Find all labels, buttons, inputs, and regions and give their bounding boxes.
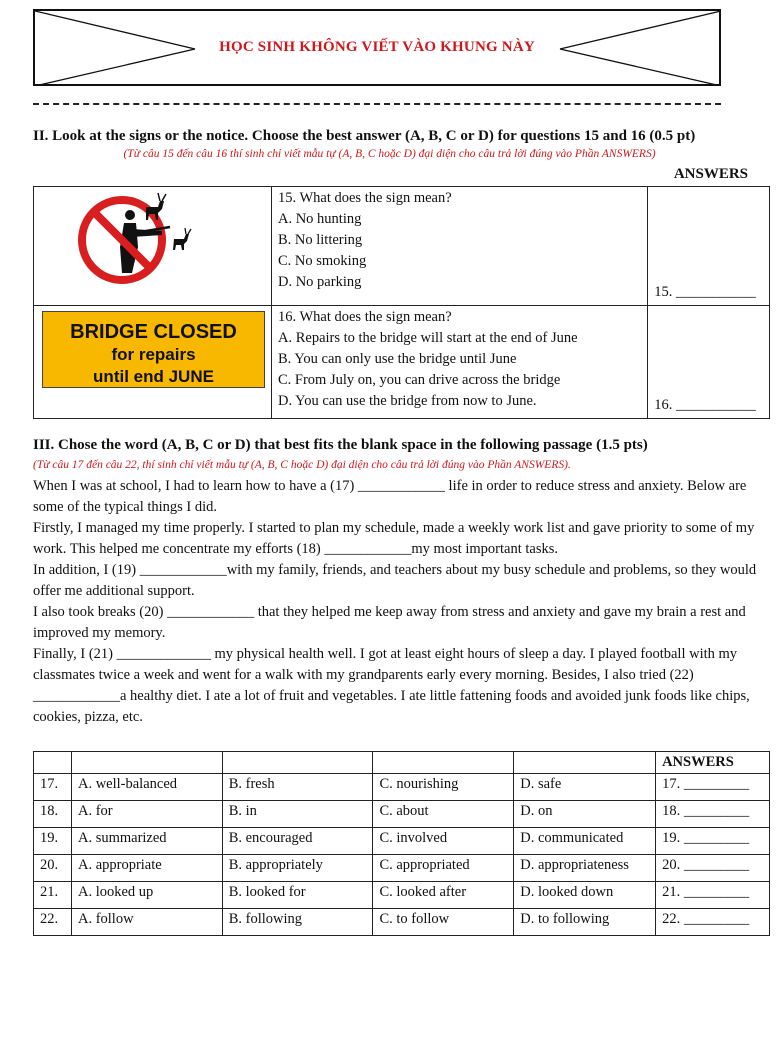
question-number: 19. [34, 828, 72, 855]
q16-option-a: A. Repairs to the bridge will start at the end of June [277, 330, 578, 346]
option-c: C. appropriated [373, 855, 514, 882]
q15-option-a: A. No hunting [277, 211, 362, 227]
question-number: 17. [34, 774, 72, 801]
no-write-notice: HỌC SINH KHÔNG VIẾT VÀO KHUNG NÀY [219, 39, 535, 55]
table-row [34, 828, 770, 855]
option-b: B. appropriately [222, 855, 373, 882]
bridge-closed-sign [42, 311, 265, 388]
option-c: C. to follow [373, 909, 514, 936]
option-c: C. about [373, 801, 514, 828]
question-number: 20. [34, 855, 72, 882]
option-c: C. looked after [373, 882, 514, 909]
table-row [34, 774, 770, 801]
option-b: B. encouraged [222, 828, 373, 855]
passage-paragraph: Finally, I (21) _____________ my physical health well. I got at least eight hours of sleep a day. I played football with my classmates twice a week and went for a walk with my grandparents early every morning. Besides, I also tried (22) ____________a healthy diet. I ate a lot of fruit and vegetables. I ate little fattening foods and avoided junk foods like chips, cookies, pizza, etc. [33, 646, 750, 725]
option-a: A. looked up [71, 882, 222, 909]
option-b: B. following [222, 909, 373, 936]
option-d: D. safe [514, 774, 656, 801]
section-2-note: (Từ câu 15 đến câu 16 thí sinh chỉ viết mẫu tự (A, B, C hoặc D) đại diện cho câu trả lời đúng vào Phần ANSWERS) [123, 148, 656, 160]
option-d: D. appropriateness [514, 855, 656, 882]
option-a: A. follow [71, 909, 222, 936]
bridge-sign-line-1: BRIDGE CLOSED [70, 321, 237, 343]
reading-passage [33, 476, 759, 728]
question-15 [271, 187, 647, 306]
bridge-sign-cell [34, 306, 272, 419]
option-d: D. looked down [514, 882, 656, 909]
options-table [33, 751, 770, 936]
passage-paragraph: In addition, I (19) ____________with my family, friends, and teachers about my busy schedule and problems, so they would offer me additional support. [33, 562, 757, 599]
option-d: D. communicated [514, 828, 656, 855]
q16-answer-blank[interactable]: 16. ___________ [654, 397, 756, 413]
passage-paragraph: When I was at school, I had to learn how to have a (17) ____________ life in order to reduce stress and anxiety. Below are some of the typical things I did. [33, 478, 747, 515]
no-hunting-sign-icon [34, 187, 270, 300]
bridge-sign-line-2: for repairs [111, 345, 196, 364]
q15-stem: 15. What does the sign mean? [277, 190, 452, 206]
answer-blank[interactable]: 21. _________ [656, 882, 770, 909]
option-c: C. nourishing [373, 774, 514, 801]
option-a: A. well-balanced [71, 774, 222, 801]
q15-answer-blank[interactable]: 15. ___________ [654, 284, 756, 300]
option-c: C. involved [373, 828, 514, 855]
answer-blank[interactable]: 17. _________ [656, 774, 770, 801]
section-3-note: (Từ câu 17 đến câu 22, thí sinh chỉ viết mẫu tự (A, B, C hoặc D) đại diện cho câu trả lời đúng vào Phần ANSWERS). [33, 459, 571, 471]
option-a: A. appropriate [71, 855, 222, 882]
question-number: 18. [34, 801, 72, 828]
q16-stem: 16. What does the sign mean? [277, 309, 452, 325]
option-a: A. for [71, 801, 222, 828]
cut-line [33, 103, 721, 105]
no-hunting-sign-cell [34, 187, 272, 306]
answer-blank[interactable]: 22. _________ [656, 909, 770, 936]
question-number: 21. [34, 882, 72, 909]
option-b: B. fresh [222, 774, 373, 801]
question-16 [271, 306, 647, 419]
table-row [34, 909, 770, 936]
q16-option-d: D. You can use the bridge from now to June. [277, 393, 537, 409]
table-row [34, 855, 770, 882]
option-d: D. on [514, 801, 656, 828]
q15-option-c: C. No smoking [277, 253, 367, 269]
table-row [34, 801, 770, 828]
passage-paragraph: I also took breaks (20) ____________ that they helped me keep away from stress and anxiety and gave my brain a rest and improved my memory. [33, 604, 746, 641]
answers-heading: ANSWERS [673, 166, 748, 182]
answer-blank[interactable]: 18. _________ [656, 801, 770, 828]
question-number: 22. [34, 909, 72, 936]
signs-table [33, 186, 770, 419]
q16-answer-cell[interactable] [648, 306, 770, 419]
option-a: A. summarized [71, 828, 222, 855]
q15-answer-cell[interactable] [648, 187, 770, 306]
option-b: B. in [222, 801, 373, 828]
q16-option-c: C. From July on, you can drive across the bridge [277, 372, 561, 388]
option-b: B. looked for [222, 882, 373, 909]
bridge-sign-line-3: until end JUNE [93, 367, 214, 386]
section-2-title: II. Look at the signs or the notice. Choose the best answer (A, B, C or D) for questions 15 and 16 (0.5 pt) [33, 128, 696, 144]
answer-blank[interactable]: 20. _________ [656, 855, 770, 882]
table-row [34, 882, 770, 909]
q15-option-b: B. No littering [277, 232, 363, 248]
q16-option-b: B. You can only use the bridge until June [277, 351, 517, 367]
no-write-box [33, 9, 721, 86]
answer-blank[interactable]: 19. _________ [656, 828, 770, 855]
option-d: D. to following [514, 909, 656, 936]
answers-column-heading: ANSWERS [656, 752, 770, 774]
section-3-title: III. Chose the word (A, B, C or D) that best fits the blank space in the following passage (1.5 pts) [33, 437, 648, 453]
passage-paragraph: Firstly, I managed my time properly. I started to plan my schedule, made a weekly work list and gave priority to some of my work. This helped me concentrate my efforts (18) ____________my most important tasks. [33, 520, 755, 557]
q15-option-d: D. No parking [277, 274, 362, 290]
